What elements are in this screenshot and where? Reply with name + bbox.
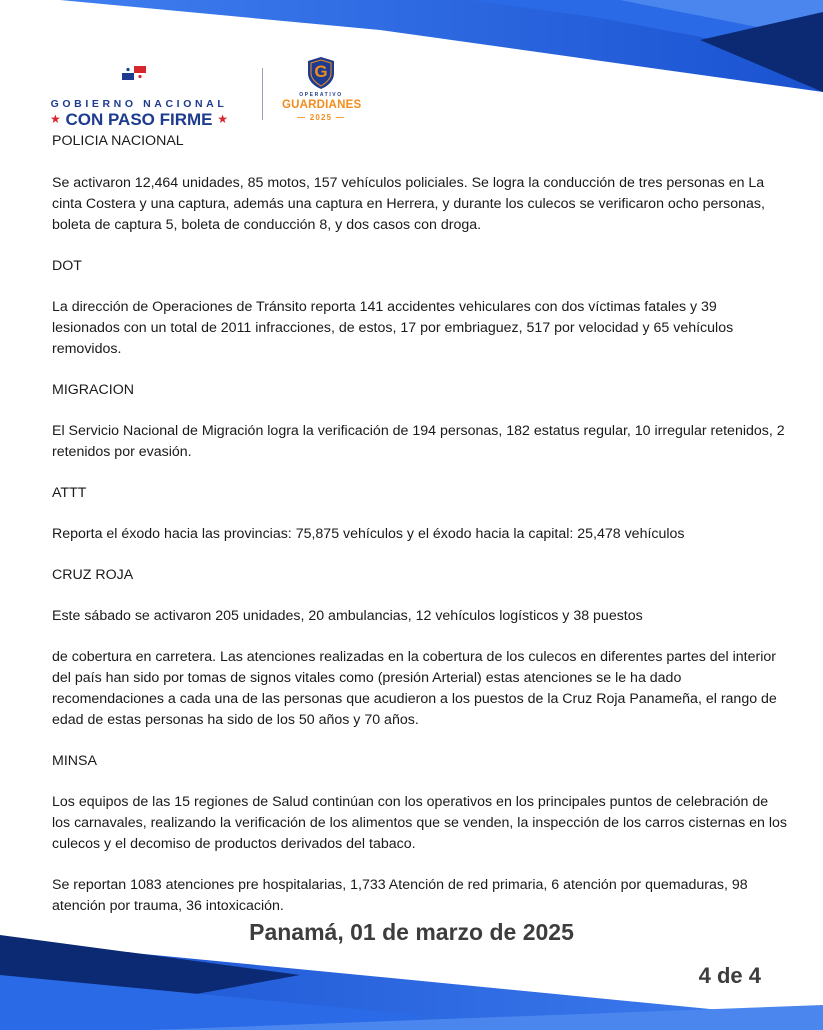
report-body — [52, 131, 787, 917]
header-logos — [34, 56, 374, 129]
star-icon: ★ — [217, 112, 229, 126]
logo-divider — [262, 68, 263, 120]
section-title-attt: ATTT — [52, 485, 87, 501]
gov-line2 — [34, 110, 244, 130]
section-body-policia: Se activaron 12,464 unidades, 85 motos, 157 vehículos policiales. Se logra la conducción de tres personas en La cinta Costera y una captura, además una captura en Herrera, y durante los culecos se verificaron ocho personas, boleta de captura 5, boleta de conducción 8, y dos casos con droga. — [52, 175, 765, 233]
guardianes-year: — 2025 — — [297, 113, 345, 122]
gov-line1: GOBIERNO NACIONAL — [50, 98, 228, 110]
section-title-dot: DOT — [52, 258, 82, 274]
section-body-dot: La dirección de Operaciones de Tránsito reporta 141 accidentes vehiculares con dos víctimas fatales y 39 lesionados con un total de 2011 infracciones, de estos, 17 por embriaguez, 517 por velocidad y 65 vehículos removidos. — [52, 299, 734, 357]
panama-flag-icon — [122, 66, 146, 80]
section-body-minsa-2: Se reportan 1083 atenciones pre hospitalarias, 1,733 Atención de red primaria, 6 atención por quemaduras, 98 atención por trauma, 36 intoxicación. — [52, 877, 748, 914]
section-body-minsa-1: Los equipos de las 15 regiones de Salud continúan con los operativos en los principales puntos de celebración de los carnavales, realizando la verificación de los alimentos que se venden, la inspección de los carros cisternas en los culecos y el decomiso de productos derivados del tabaco. — [52, 794, 787, 852]
section-body-migracion: El Servicio Nacional de Migración logra la verificación de 194 personas, 182 estatus regular, 10 irregular retenidos, 2 retenidos por evasión. — [52, 423, 785, 460]
section-body-attt: Reporta el éxodo hacia las provincias: 75,875 vehículos y el éxodo hacia la capital: 25,478 vehículos — [52, 526, 685, 542]
guardianes-label: GUARDIANES — [282, 99, 362, 111]
operativo-guardianes-logo — [282, 56, 364, 126]
page-number: 4 de 4 — [698, 963, 761, 988]
section-title-policia: POLICIA NACIONAL — [52, 133, 184, 149]
operativo-label: OPERATIVO — [299, 92, 343, 98]
section-title-migracion: MIGRACION — [52, 382, 134, 398]
guardianes-letter: G — [314, 62, 328, 81]
section-title-minsa: MINSA — [52, 753, 97, 769]
footer-date: Panamá, 01 de marzo de 2025 — [249, 919, 574, 945]
gov-slogan: CON PASO FIRME — [65, 110, 213, 129]
section-body-cruz-roja-2: de cobertura en carretera. Las atenciones realizadas en la cobertura de los culecos en diferentes partes del interior del país han sido por tomas de signos vitales como (presión Arterial) estas atenciones se le ha dado recomendaciones a cada una de las personas que acudieron a los puestos de la Cruz Roja Panameña, el rango de edad de estas personas ha sido de los 50 años y 70 años. — [52, 649, 777, 728]
section-title-cruz-roja: CRUZ ROJA — [52, 567, 134, 583]
section-body-cruz-roja-1: Este sábado se activaron 205 unidades, 20 ambulancias, 12 vehículos logísticos y 38 puestos — [52, 608, 643, 624]
star-icon: ★ — [49, 112, 61, 126]
